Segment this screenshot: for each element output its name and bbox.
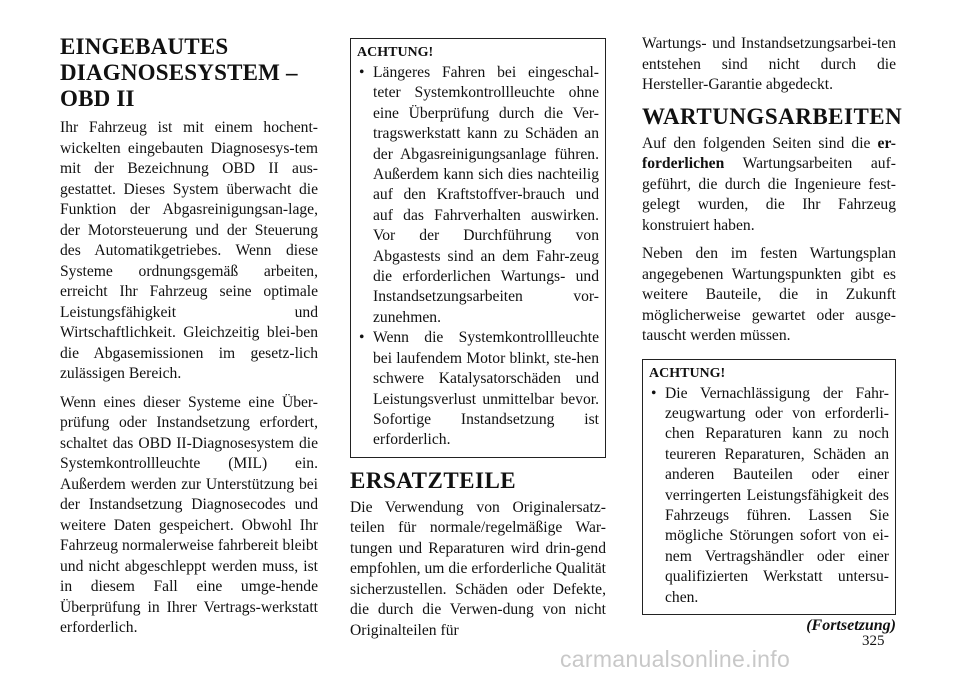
warning-bullet-1: • Längeres Fahren bei eingeschal-teter Systemkontrollleuchte ohne eine Überprüfung durch die Ver-tragswerkstatt kann zu Schäden an der Abgasreinigungsanlage führen. Außerdem kann sich dies nachteilig auf den Kraftstoffver-brauch und auf das Fahrverhalten auswirken. Vor der Durchführung von Abgastests sind an dem Fahr-zeug die erforderlichen Wartungs- und Instandsetzungsarbeiten vor-zunehmen. bbox=[359, 64, 599, 326]
bullet-icon: • bbox=[359, 64, 365, 81]
warning-box-maintenance bbox=[642, 359, 896, 615]
maintenance-paragraph-1: Auf den folgenden Seiten sind die er-forderlichen Wartungsarbeiten auf-geführt, die durch die Ingenieure fest-gelegt wurden, die Ihr Fahrzeug konstruiert haben. bbox=[642, 134, 896, 234]
continued-label: (Fortsetzung) bbox=[806, 616, 896, 634]
bullet-icon: • bbox=[359, 329, 365, 347]
spare-parts-paragraph: Die Verwendung von Originalersatz-teilen für normale/regelmäßige War-tungen und Reparaturen wird drin-gend empfohlen, um die erforderliche Qualität sicherzustellen. Schäden oder Defekte, die durch die Verwen-dung von nicht Originalteilen für bbox=[350, 498, 606, 639]
warning-bullet-1: • Die Vernachlässigung der Fahr-zeugwartung oder von erforderli-chen Reparaturen kann zu noch teureren Reparaturen, Schäden an anderen Bauteilen oder einer verringerten Leistungsfähigkeit des Fahrzeugs führen. Lassen Sie mögliche Störungen sofort von ei-nem Vertragshändler oder einer qualifizierten Werkstatt untersu-chen. bbox=[651, 384, 889, 606]
spare-parts-heading: ERSATZTEILE bbox=[350, 467, 517, 493]
column-left bbox=[60, 34, 318, 647]
warning-label: ACHTUNG! bbox=[357, 45, 434, 60]
warranty-paragraph: Wartungs- und Instandsetzungsarbei-ten entstehen sind nicht durch die Hersteller-Garantie abgedeckt. bbox=[642, 35, 896, 93]
maintenance-paragraph-2: Neben den im festen Wartungsplan angegebenen Wartungspunkten gibt es weitere Bauteile, die in Zukunft möglicherweise gewartet oder ausge-tauscht werden müssen. bbox=[642, 245, 896, 344]
bullet-icon: • bbox=[651, 384, 657, 402]
warning-list bbox=[357, 63, 599, 451]
column-middle bbox=[350, 34, 606, 649]
obd-paragraph-2: Wenn eines dieser Systeme eine Über-prüfung oder Instandsetzung erfordert, schaltet das OBD II-Diagnosesystem die Systemkontrollleuchte (MIL) ein. Außerdem werden zur Unterstützung bei der Instandsetzung Diagnosecodes und weitere Daten gespeichert. Obwohl Ihr Fahrzeug normalerweise fahrbereit bleibt und nicht abgeschleppt werden muss, ist in diesem Fall eine umge-hende Überprüfung in Ihrer Vertrags-werkstatt erforderlich. bbox=[60, 393, 318, 636]
warning-label: ACHTUNG! bbox=[649, 365, 726, 381]
warning-list bbox=[649, 384, 889, 608]
obd-heading: EINGEBAUTES DIAGNOSESYSTEM – OBD II bbox=[60, 34, 298, 111]
warning-box-obd bbox=[350, 38, 606, 458]
page-number: 325 bbox=[862, 633, 885, 649]
obd-paragraph-1: Ihr Fahrzeug ist mit einem hochent-wickelten eingebauten Diagnosesys-tem mit der Bezeichnung OBD II aus-gestattet. Dieses System überwacht die Funktion der Abgasreinigungsan-lage, der Motorsteuerung und der Steuerung des Automatikgetriebes. Wenn diese Systeme ordnungsgemäß arbeiten, erreicht Ihr Fahrzeug seine optimale Leistungsfähigkeit und Wirtschaftlichkeit. Gleichzeitig blei-ben die Abgasemissionen im gesetz-lich zulässigen Bereich. bbox=[60, 119, 318, 382]
watermark: carmanualsonline.info bbox=[560, 646, 791, 672]
column-right bbox=[642, 34, 903, 635]
maintenance-heading: WARTUNGSARBEITEN bbox=[642, 103, 903, 129]
warning-bullet-2: • Wenn die Systemkontrollleuchte bei laufendem Motor blinkt, ste-hen schwere Katalysatorschäden und Leistungsverlust unmittelbar bevor. Sofortige Instandsetzung ist erforderlich. bbox=[359, 329, 599, 449]
